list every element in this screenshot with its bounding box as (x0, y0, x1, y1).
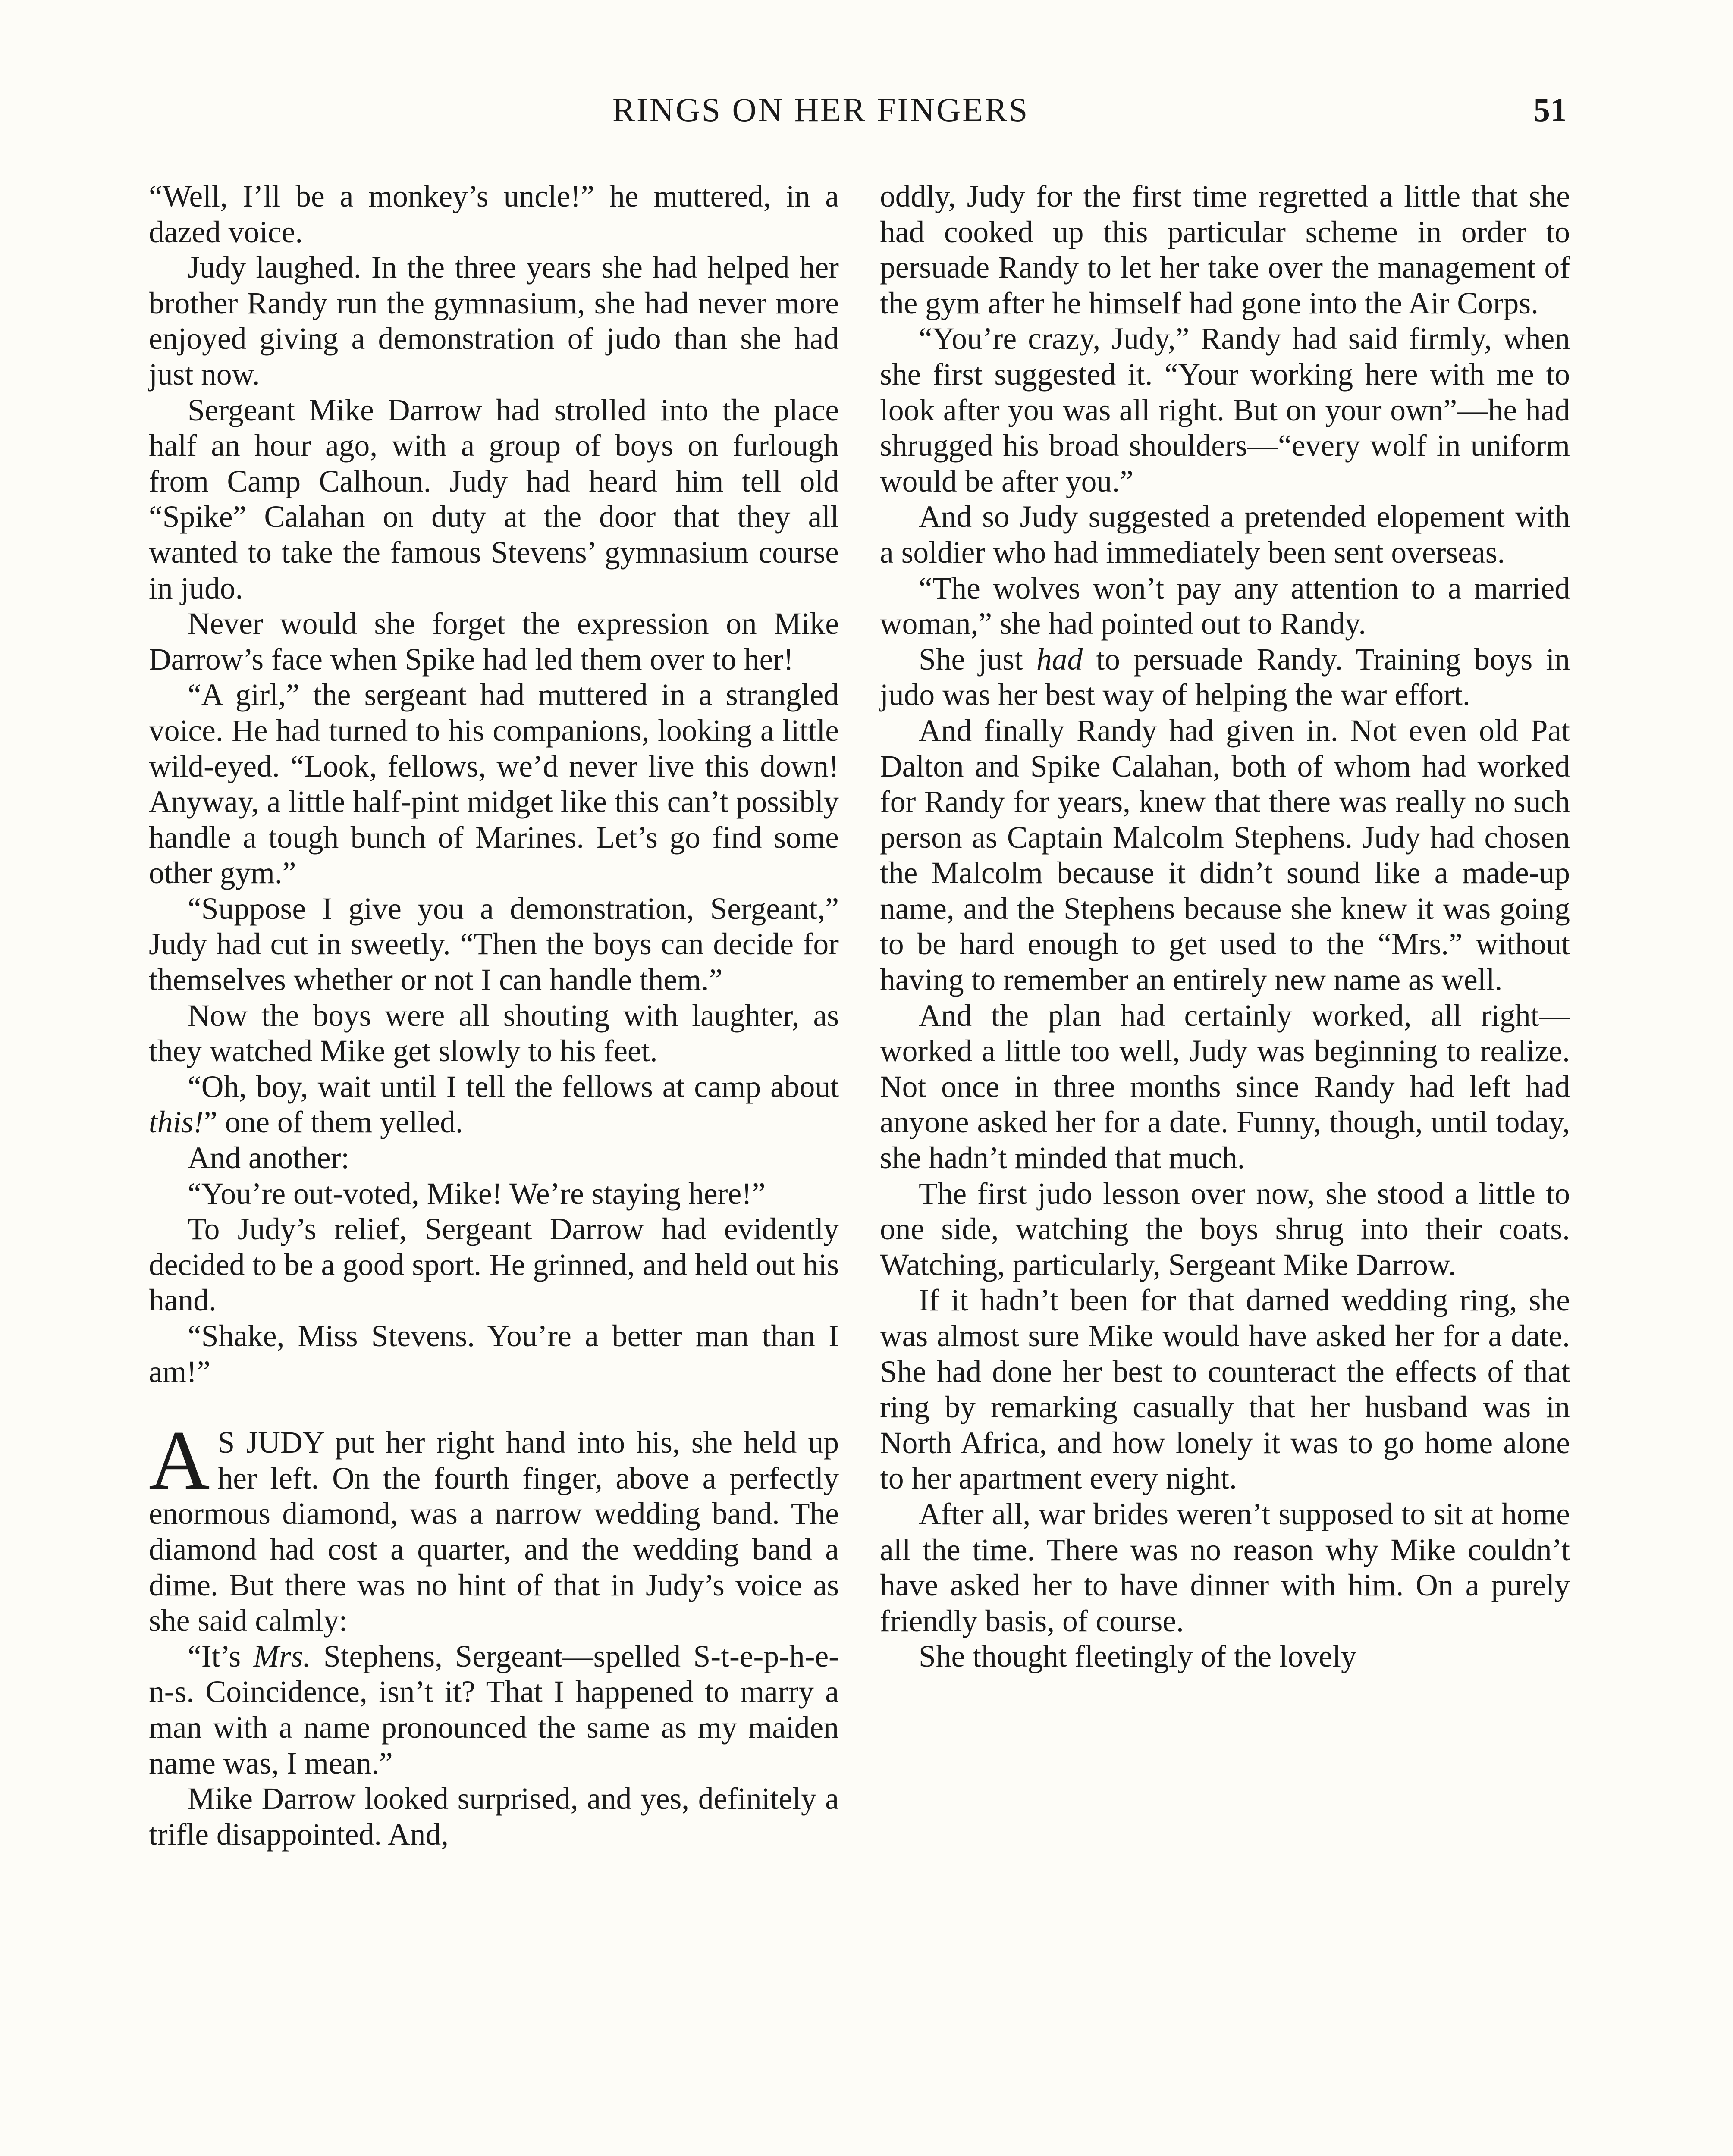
paragraph: If it hadn’t been for that darned wedding ring, she was almost sure Mike would have asked her for a date. She had done her best to counteract the effects of that ring by remarking casually that her husband was in North Africa, and how lonely it was to go home alone to her apartment every night. (880, 1283, 1570, 1496)
paragraph: “You’re out-voted, Mike! We’re staying here!” (188, 1176, 766, 1211)
page-header (0, 91, 1733, 155)
paragraph: And another: (188, 1141, 350, 1175)
emphasis: Mrs. (253, 1639, 311, 1673)
paragraph: Sergeant Mike Darrow had strolled into the place half an hour ago, with a group of boys on furlough from Camp Calhoun. Judy had heard him tell old “Spike” Calahan on duty at the door that they all wanted to take the famous Stevens’ gymnasium course in judo. (149, 393, 839, 605)
paragraph: And the plan had certainly worked, all right—worked a little too well, Judy was beginning to realize. Not once in three months since Randy had left had anyone asked her for a date. Funny, though, until today, she hadn’t minded that much. (880, 998, 1570, 1175)
paragraph: The first judo lesson over now, she stood a little to one side, watching the boys shrug into their coats. Watching, particularly, Sergeant Mike Darrow. (880, 1176, 1570, 1282)
paragraph: “Suppose I give you a demonstration, Sergeant,” Judy had cut in sweetly. “Then the boys can decide for themselves whether or not I can handle them.” (149, 891, 839, 997)
section-opening-paragraph: A S JUDY put her right hand into his, she held up her left. On the fourth finger, above a perfectly enormous diamond, was a narrow wedding band. The diamond had cost a quarter, and the wedding band a dime. But there was no hint of that in Judy’s voice as she said calmly: (149, 1413, 839, 1638)
paragraph: Now the boys were all shouting with laughter, as they watched Mike get slowly to his feet. (149, 998, 839, 1069)
right-column (880, 179, 1570, 1675)
emphasis: had (1036, 642, 1083, 677)
paragraph: She just had to persuade Randy. Training boys in judo was her best way of helping the war effort. (880, 642, 1570, 712)
paragraph: oddly, Judy for the first time regretted a little that she had cooked up this particular scheme in order to persuade Randy to let her take over the management of the gym after he himself had gone into the Air Corps. (880, 179, 1570, 320)
paragraph: “A girl,” the sergeant had muttered in a strangled voice. He had turned to his companions, looking a little wild-eyed. “Look, fellows, we’d never live this down! Anyway, a little half-pint midget like this can’t possibly handle a tough bunch of Marines. Let’s go find some other gym.” (149, 678, 839, 890)
paragraph: Judy laughed. In the three years she had helped her brother Randy run the gymnasium, she had never more enjoyed giving a demonstration of judo than she had just now. (149, 251, 839, 392)
paragraph: And finally Randy had given in. Not even old Pat Dalton and Spike Calahan, both of whom had worked for Randy for years, knew that there was really no such person as Captain Malcolm Stephens. Judy had chosen the Malcolm because it didn’t sound like a made-up name, and the Stephens because she knew it was going to be hard enough to get used to the “Mrs.” without having to remember an entirely new name as well. (880, 713, 1570, 997)
paragraph: She thought fleetingly of the lovely (919, 1639, 1356, 1674)
paragraph: “You’re crazy, Judy,” Randy had said firmly, when she first suggested it. “Your working here with me to look after you was all right. But on your own”—he had shrugged his broad shoulders—“every wolf in uniform would be after you.” (880, 322, 1570, 498)
paragraph: “The wolves won’t pay any attention to a married woman,” she had pointed out to Randy. (880, 571, 1570, 641)
paragraph: “Well, I’ll be a monkey’s uncle!” he muttered, in a dazed voice. (149, 179, 839, 249)
paragraph: “Shake, Miss Stevens. You’re a better man than I am!” (149, 1319, 839, 1389)
running-title: RINGS ON HER FINGERS (612, 91, 1030, 128)
paragraph: And so Judy suggested a pretended elopement with a soldier who had immediately been sent overseas. (880, 500, 1570, 570)
emphasis: this! (149, 1105, 204, 1140)
paragraph: After all, war brides weren’t supposed to sit at home all the time. There was no reason why Mike couldn’t have asked her to have dinner with him. On a purely friendly basis, of course. (880, 1497, 1570, 1638)
page-number: 51 (1533, 91, 1567, 128)
left-column (149, 179, 839, 1852)
paragraph: Never would she forget the expression on Mike Darrow’s face when Spike had led them over to her! (149, 607, 839, 677)
paragraph: “Oh, boy, wait until I tell the fellows at camp about this!” one of them yelled. (149, 1069, 839, 1140)
paragraph: “It’s Mrs. Stephens, Sergeant—spelled S-t-e-p-h-e-n-s. Coincidence, isn’t it? That I happened to marry a man with a name pronounced the same as my maiden name was, I mean.” (149, 1639, 839, 1780)
paragraph: To Judy’s relief, Sergeant Darrow had evidently decided to be a good sport. He grinned, and held out his hand. (149, 1212, 839, 1318)
paragraph: Mike Darrow looked surprised, and yes, definitely a trifle disappointed. And, (149, 1782, 839, 1852)
drop-cap: A (149, 1413, 210, 1507)
